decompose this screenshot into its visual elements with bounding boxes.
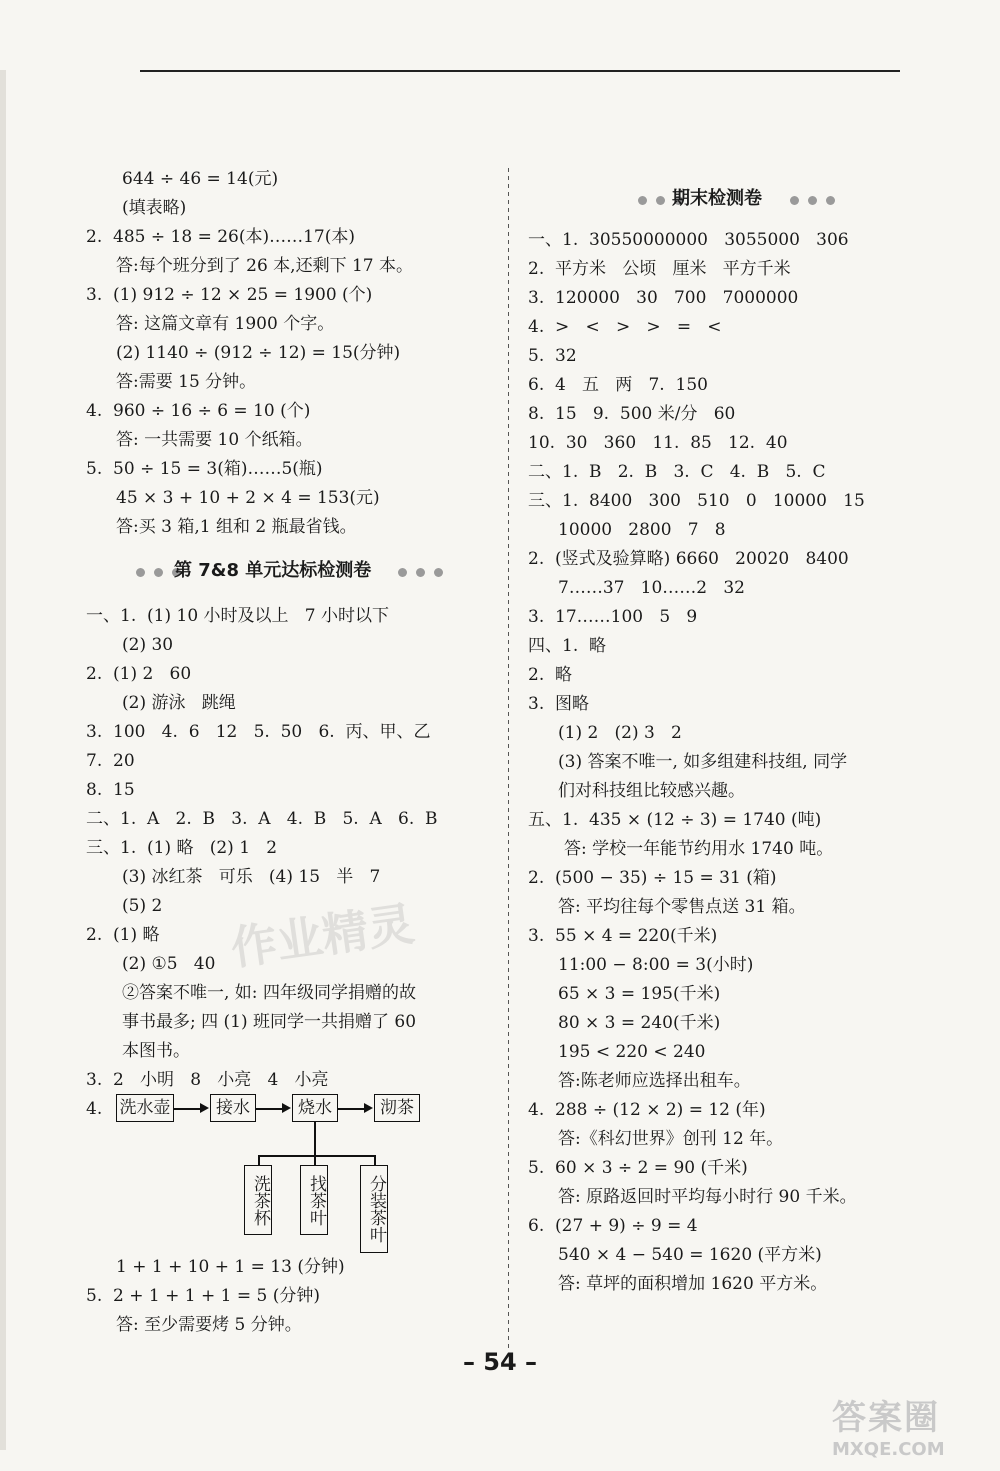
answer-line: (3) 冰红茶 可乐 (4) 15 半 7: [122, 867, 381, 887]
answer-line: 7. 20: [86, 751, 135, 771]
page-left-edge: [0, 70, 6, 1450]
answer-line: 3. 图略: [528, 694, 590, 714]
answer-line: 4.: [86, 1099, 103, 1119]
answer-line: 答: 一共需要 10 个纸箱。: [116, 430, 313, 450]
answer-line: 540 × 4 − 540 = 1620 (平方米): [558, 1245, 822, 1265]
answer-line: 3. (1) 912 ÷ 12 × 25 = 1900 (个): [86, 285, 373, 305]
answer-line: 答:需要 15 分钟。: [116, 372, 257, 392]
flow-branch-stem: [314, 1121, 316, 1155]
answer-line: 45 × 3 + 10 + 2 × 4 = 153(元): [116, 488, 380, 508]
page-number: – 54 –: [462, 1348, 538, 1376]
answer-line: 2. 略: [528, 665, 573, 685]
answer-line: (2) ①5 40: [122, 954, 216, 974]
answer-line: 答:每个班分到了 26 本,还剩下 17 本。: [116, 256, 414, 276]
column-divider: [508, 168, 509, 1348]
answer-line: 答: 至少需要烤 5 分钟。: [116, 1315, 302, 1335]
answer-line: (2) 游泳 跳绳: [122, 693, 236, 713]
answer-line: 65 × 3 = 195(千米): [558, 984, 721, 1004]
answer-line: 5. 32: [528, 346, 577, 366]
title-dots-right: [398, 568, 443, 577]
answer-line: 三、1. 8400 300 510 0 10000 15: [528, 491, 865, 511]
flow-step-wash-kettle: 洗水壶: [116, 1094, 174, 1122]
answer-line: 一、1. 30550000000 3055000 306: [528, 230, 849, 250]
answer-line: 5. 2 + 1 + 1 + 1 = 5 (分钟): [86, 1286, 320, 1306]
flow-branch-drop: [258, 1155, 260, 1165]
answer-line: (填表略): [122, 198, 187, 218]
top-rule: [140, 70, 900, 72]
answer-line: 195 < 220 < 240: [558, 1042, 706, 1062]
answer-line: 事书最多; 四 (1) 班同学一共捐赠了 60: [122, 1012, 417, 1032]
flow-sub-portion-tea: 分装茶叶: [360, 1165, 388, 1253]
logo-mark: 答案圈: [832, 1398, 940, 1438]
answer-line: 2. (1) 略: [86, 925, 160, 945]
answer-line: 本图书。: [122, 1041, 190, 1061]
answer-line: 答:买 3 箱,1 组和 2 瓶最省钱。: [116, 517, 357, 537]
flow-sub-find-tea: 找茶叶: [300, 1165, 328, 1235]
answer-line: 644 ÷ 46 = 14(元): [122, 169, 279, 189]
answer-line: 3. 100 4. 6 12 5. 50 6. 丙、甲、乙: [86, 722, 431, 742]
answer-line: (3) 答案不唯一, 如多组建科技组, 同学: [558, 752, 848, 772]
answer-line: (1) 2 (2) 3 2: [558, 723, 682, 743]
logo-url: MXQE.COM: [832, 1439, 945, 1460]
answer-line: 五、1. 435 × (12 ÷ 3) = 1740 (吨): [528, 810, 822, 830]
section-title-final-exam: 期末检测卷: [672, 188, 762, 209]
answer-line: 8. 15 9. 500 米/分 60: [528, 404, 736, 424]
answer-line: 4. 960 ÷ 16 ÷ 6 = 10 (个): [86, 401, 311, 421]
answer-line: 答: 学校一年能节约用水 1740 吨。: [564, 839, 834, 859]
answer-line: 10000 2800 7 8: [558, 520, 726, 540]
answer-line: 2. (500 − 35) ÷ 15 = 31 (箱): [528, 868, 777, 888]
answer-line: 6. (27 + 9) ÷ 9 = 4: [528, 1216, 698, 1236]
answer-line: (5) 2: [122, 896, 163, 916]
watermark-text: 作业精灵: [227, 896, 418, 976]
answer-line: 80 × 3 = 240(千米): [558, 1013, 721, 1033]
answer-line: 2. 平方米 公顷 厘米 平方千米: [528, 259, 791, 279]
site-logo: [832, 1390, 982, 1462]
answer-line: ②答案不唯一, 如: 四年级同学捐赠的故: [122, 983, 416, 1003]
flow-arrow-head: [200, 1103, 209, 1113]
answer-line: 四、1. 略: [528, 636, 607, 656]
flow-branch-drop: [314, 1155, 316, 1165]
answer-line: 答:陈老师应选择出租车。: [558, 1071, 751, 1091]
flow-branch-bar: [258, 1155, 374, 1157]
answer-line: 6. 4 五 两 7. 150: [528, 375, 708, 395]
answer-line: 一、1. (1) 10 小时及以上 7 小时以下: [86, 606, 389, 626]
flow-sub-wash-cups: 洗茶杯: [244, 1165, 272, 1235]
answer-line: 3. 17……100 5 9: [528, 607, 698, 627]
answer-line: 二、1. B 2. B 3. C 4. B 5. C: [528, 462, 826, 482]
answer-line: 1 + 1 + 10 + 1 = 13 (分钟): [116, 1257, 345, 1277]
answer-line: 4. 288 ÷ (12 × 2) = 12 (年): [528, 1100, 766, 1120]
answer-line: 10. 30 360 11. 85 12. 40: [528, 433, 788, 453]
answer-line: 三、1. (1) 略 (2) 1 2: [86, 838, 278, 858]
answer-line: 8. 15: [86, 780, 135, 800]
answer-line: 2. 485 ÷ 18 = 26(本)……17(本): [86, 227, 356, 247]
answer-line: 7……37 10……2 32: [558, 578, 745, 598]
answer-line: 5. 60 × 3 ÷ 2 = 90 (千米): [528, 1158, 748, 1178]
answer-line: 2. (1) 2 60: [86, 664, 192, 684]
flow-arrow-line: [256, 1108, 284, 1110]
answer-line: 3. 120000 30 700 7000000: [528, 288, 799, 308]
answer-line: 答: 这篇文章有 1900 个字。: [116, 314, 335, 334]
answer-line: 11:00 − 8:00 = 3(小时): [558, 955, 754, 975]
answer-line: 二、1. A 2. B 3. A 4. B 5. A 6. B: [86, 809, 438, 829]
answer-line: 3. 2 小明 8 小亮 4 小亮: [86, 1070, 329, 1090]
flow-step-boil-water: 烧水: [292, 1094, 338, 1122]
answer-line: 3. 55 × 4 = 220(千米): [528, 926, 718, 946]
answer-line: 4. > < > > = <: [528, 317, 722, 337]
answer-line: 答: 草坪的面积增加 1620 平方米。: [558, 1274, 828, 1294]
flow-arrow-head: [364, 1103, 373, 1113]
answer-line: 答: 原路返回时平均每小时行 90 千米。: [558, 1187, 857, 1207]
section-title-unit78: 第 7&8 单元达标检测卷: [174, 560, 372, 581]
flow-arrow-line: [338, 1108, 366, 1110]
flow-arrow-head: [282, 1103, 291, 1113]
answer-line: 答:《科幻世界》创刊 12 年。: [558, 1129, 784, 1149]
answer-line: 5. 50 ÷ 15 = 3(箱)……5(瓶): [86, 459, 323, 479]
answer-line: (2) 30: [122, 635, 174, 655]
answer-line: 2. (竖式及验算略) 6660 20020 8400: [528, 549, 849, 569]
answer-line: (2) 1140 ÷ (912 ÷ 12) = 15(分钟): [116, 343, 401, 363]
flow-step-brew-tea: 沏茶: [374, 1094, 420, 1122]
answer-line: 们对科技组比较感兴趣。: [558, 781, 745, 801]
flow-branch-drop: [374, 1155, 376, 1165]
title-dots-right: [790, 196, 835, 205]
flow-step-fetch-water: 接水: [210, 1094, 256, 1122]
answer-line: 答: 平均往每个零售点送 31 箱。: [558, 897, 806, 917]
flow-arrow-line: [174, 1108, 202, 1110]
